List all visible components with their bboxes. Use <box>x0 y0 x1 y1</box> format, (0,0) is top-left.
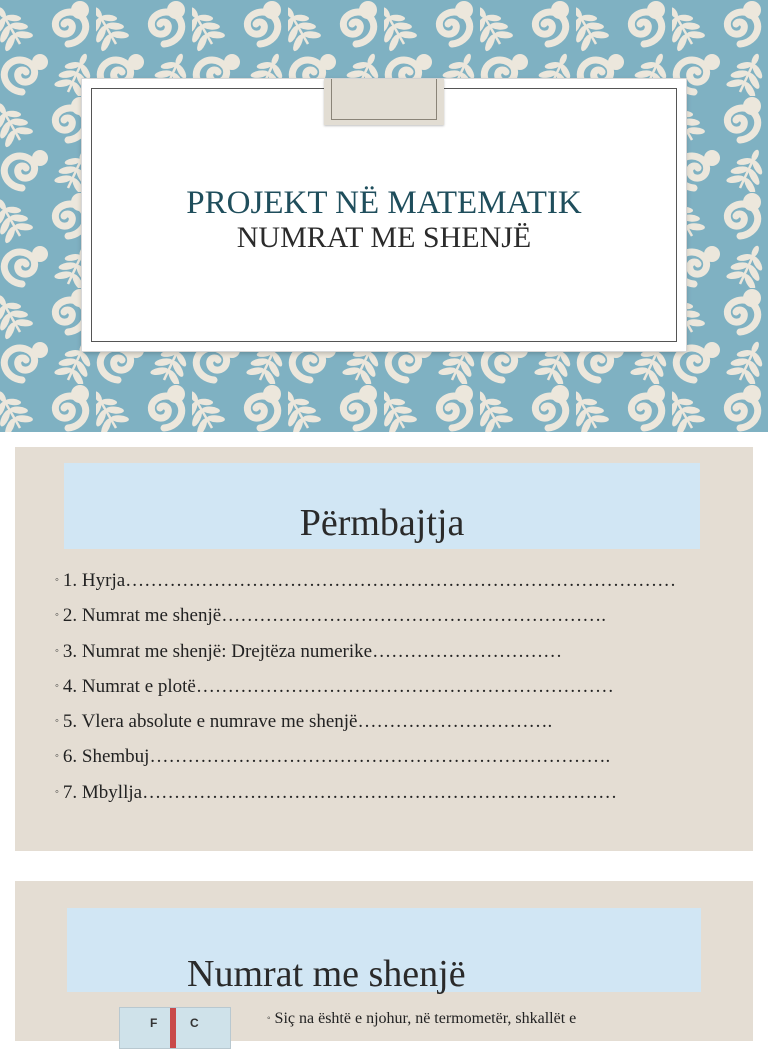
bullet-icon: ◦ <box>55 609 59 622</box>
thermometer-bar <box>170 1008 176 1048</box>
contents-item: ◦ 5. Vlera absolute e numrave me shenjë…………………………. <box>55 711 553 733</box>
contents-item: ◦ 4. Numrat e plotë………………………………………………………… <box>55 675 614 697</box>
bullet-icon: ◦ <box>55 715 59 728</box>
celsius-label: C <box>190 1016 199 1030</box>
signed-numbers-slide <box>15 881 753 1041</box>
signed-numbers-heading: Numrat me shenjë <box>187 953 466 995</box>
bullet-icon: ◦ <box>55 644 59 657</box>
contents-item: ◦ 6. Shembuj………………………………………………………………. <box>55 746 611 768</box>
title-card-tab-inner <box>331 79 437 120</box>
bullet-icon: ◦ <box>55 679 59 692</box>
title-card-tab <box>324 79 444 125</box>
title-card <box>82 79 686 351</box>
bullet-icon: ◦ <box>55 785 59 798</box>
title-slide <box>0 0 768 432</box>
fahrenheit-label: F <box>150 1016 158 1030</box>
title-line-2: NUMRAT ME SHENJË <box>236 221 532 254</box>
contents-heading-box <box>64 463 700 549</box>
bullet-icon: ◦ <box>55 750 59 763</box>
title-block <box>82 185 686 254</box>
contents-item: ◦ 1. Hyrja…………………………………………………………………………… <box>55 570 677 591</box>
signed-numbers-body <box>267 1009 576 1029</box>
contents-item: ◦ 2. Numrat me shenjë……………………………………………………. <box>55 605 606 627</box>
contents-heading: Përmbajtja <box>299 502 465 544</box>
title-line-1: PROJEKT NË MATEMATIK <box>186 185 582 221</box>
thermometer-image <box>119 1007 231 1049</box>
contents-item: ◦ 3. Numrat me shenjë: Drejtëza numerike………………………… <box>55 640 563 662</box>
bullet-icon: ◦ <box>267 1013 271 1024</box>
bullet-icon: ◦ <box>55 574 59 586</box>
contents-list <box>55 563 676 810</box>
signed-numbers-heading-box <box>67 908 701 995</box>
body-text: Siç na është e njohur, në termometër, shkallët e <box>274 1010 577 1027</box>
contents-slide <box>15 447 753 851</box>
contents-item: ◦ 7. Mbyllja………………………………………………………………… <box>55 781 618 803</box>
